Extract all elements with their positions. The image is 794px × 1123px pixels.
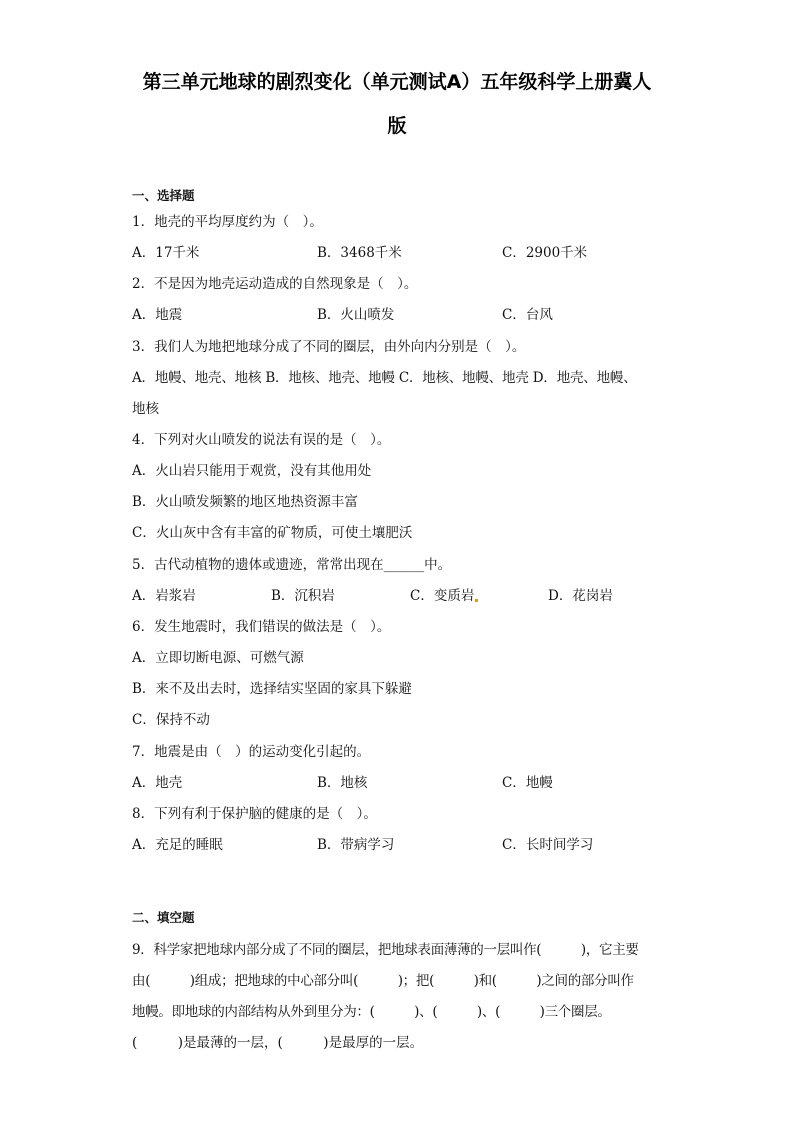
question-1-stem: 1．地壳的平均厚度约为（ ）。 [132, 214, 323, 230]
question-1-option-a: A．17千米 [132, 245, 200, 261]
question-7-stem: 7．地震是由（ ）的运动变化引起的。 [132, 744, 371, 760]
question-4-stem: 4．下列对火山喷发的说法有误的是（ ）。 [132, 432, 391, 448]
question-1-option-b: B．3468千米 [317, 245, 402, 261]
question-3-options-wrap: 地核 [132, 401, 159, 417]
question-2-option-c: C．台风 [502, 307, 553, 323]
question-3-stem: 3．我们人为地把地球分成了不同的圈层，由外向内分别是（ ）。 [132, 339, 526, 355]
question-6-option-c: C．保持不动 [132, 712, 210, 728]
question-9-line-3: 地幔。即地球的内部结构从外到里分为：( )、( )、( )三个圈层。 [132, 1004, 611, 1020]
question-2-option-b: B．火山喷发 [317, 307, 395, 323]
question-3-options: A．地幔、地壳、地核 B．地核、地壳、地幔 C．地核、地幔、地壳 D．地壳、地幔、 [132, 370, 637, 386]
question-7-option-b: B．地核 [317, 775, 368, 791]
question-8-stem: 8．下列有利于保护脑的健康的是（ ）。 [132, 806, 377, 822]
question-4-option-c: C．火山灰中含有丰富的矿物质，可使土壤肥沃 [132, 525, 413, 541]
highlight-mark [475, 599, 478, 602]
question-8-option-c: C．长时间学习 [502, 837, 594, 853]
section-choice-heading: 一、选择题 [132, 188, 195, 203]
page-title-line2: 版 [387, 115, 407, 137]
question-1-option-c: C．2900千米 [502, 245, 588, 261]
question-5-option-b: B．沉积岩 [271, 588, 335, 604]
question-9-line-1: 9．科学家把地球内部分成了不同的圈层，把地球表面薄薄的一层叫作( )，它主要 [132, 942, 639, 958]
question-8-option-b: B．带病学习 [317, 837, 395, 853]
page-title-line1: 第三单元地球的剧烈变化（单元测试A）五年级科学上册冀人 [142, 71, 652, 93]
question-2-stem: 2．不是因为地壳运动造成的自然现象是（ ）。 [132, 276, 418, 292]
question-4-option-b: B．火山喷发频繁的地区地热资源丰富 [132, 494, 358, 510]
question-7-option-a: A．地壳 [132, 775, 183, 791]
question-9-line-2: 由( )组成；把地球的中心部分叫( )；把( )和( )之间的部分叫作 [132, 973, 634, 989]
question-5-option-c [410, 587, 478, 605]
question-8-option-a: A．充足的睡眠 [132, 837, 223, 853]
question-9-line-4: ( )是最薄的一层，( )是最厚的一层。 [132, 1035, 424, 1051]
question-7-option-c: C．地幔 [502, 775, 553, 791]
question-5-option-a: A．岩浆岩 [132, 588, 196, 604]
question-6-option-a: A．立即切断电源、可燃气源 [132, 650, 304, 666]
question-5-option-d: D．花岗岩 [548, 588, 613, 604]
question-6-option-b: B．来不及出去时，选择结实坚固的家具下躲避 [132, 681, 412, 697]
question-6-stem: 6．发生地震时，我们错误的做法是（ ）。 [132, 619, 391, 635]
question-4-option-a: A．火山岩只能用于观赏，没有其他用处 [132, 463, 372, 479]
question-2-option-a: A．地震 [132, 307, 183, 323]
question-5-option-c-text: C．变质岩 [410, 588, 475, 604]
section-fill-heading: 二、填空题 [132, 910, 195, 925]
question-5-stem: 5．古代动植物的遗体或遗迹，常常出现在______中。 [132, 557, 452, 573]
